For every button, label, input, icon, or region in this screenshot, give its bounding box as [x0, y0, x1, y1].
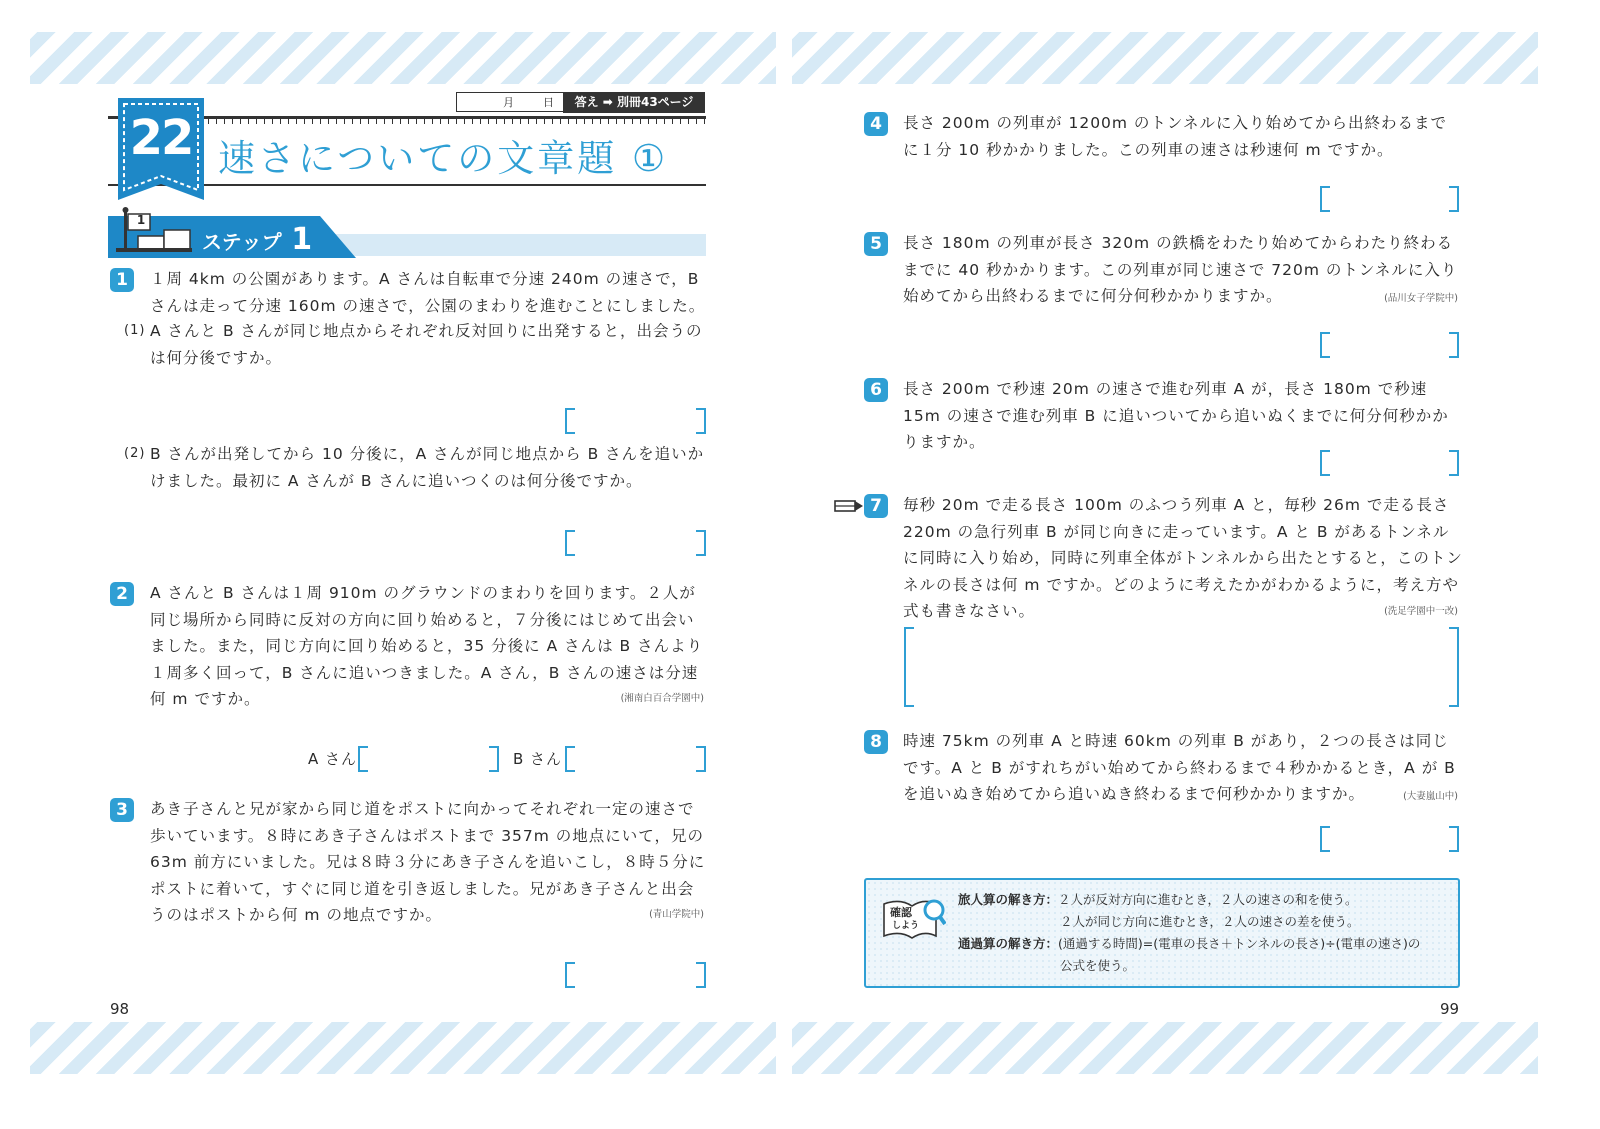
question-number-1: 1 — [110, 268, 134, 292]
answer-box-open — [904, 627, 914, 707]
tips-line-4: 公式を使う。 — [1060, 958, 1136, 973]
question-5-text: 長さ 180m の列車が長さ 320m の鉄橋をわたり始めてからわたり終わるまでに 40 秒かかります。この列車が同じ速さで 720m のトンネルに入り始めてから出終わるまでに何分何秒かかりますか。 — [903, 234, 1458, 305]
page-number-left: 98 — [110, 1000, 130, 1018]
answer-bracket-open — [1320, 186, 1330, 212]
tips-badge-top: 確認 — [890, 906, 912, 919]
top-stripe-left — [30, 32, 776, 84]
question-5-source: (品川女子学院中) — [1384, 293, 1458, 304]
question-number-3: 3 — [110, 798, 134, 822]
question-3-text: あき子さんと兄が家から同じ道をポストに向かってそれぞれ一定の速さで歩いています。８時にあき子さんはポストまで 357m の地点にいて，兄の 63m 前方にいました。兄は８時３分にあき子さんを追いこし，８時５分にポストに着いて，すぐに同じ道を引き返しました。兄があき子さんと出会うのはポストから何 m の地点ですか。 — [150, 800, 706, 924]
question-6-text: 長さ 200m で秒速 20m の速さで進む列車 A が，長さ 180m で秒速 15m の速さで進む列車 B に追いついてから追いぬくまでに何分何秒かかりますか。 — [903, 380, 1449, 451]
question-1-sub-1-label: (1) — [124, 323, 146, 338]
answer-box-close — [1449, 627, 1459, 707]
answer-bracket-close — [1449, 826, 1459, 852]
question-3-source: (青山学院中) — [649, 909, 704, 920]
answer-bracket-close — [696, 746, 706, 772]
answer-bracket-open — [1320, 450, 1330, 476]
answer-label-a: A さん — [308, 750, 358, 768]
question-1-sub-2-label: (2) — [124, 446, 146, 461]
top-stripe-right — [792, 32, 1538, 84]
answer-bracket-close — [489, 746, 499, 772]
question-7-source: (洗足学園中一改) — [1384, 606, 1458, 617]
tips-line-1-text: ２人が反対方向に進むとき，２人の速さの和を使う。 — [1058, 892, 1358, 907]
question-7-text: 毎秒 20m で走る長さ 100m のふつう列車 A と，毎秒 26m で走る長さ 220m の急行列車 B が同じ向きに走っています。A と B があるトンネルに同時に入り始め，同時に列車全体がトンネルから出たとすると，このトンネルの長さは何 m ですか。どのように考えたかがわかるように，考え方や式も書きなさい。 — [903, 496, 1463, 620]
answer-bracket-open — [1320, 826, 1330, 852]
question-number-5: 5 — [864, 232, 888, 256]
answer-reference: 答え ➡ 別冊43ページ — [563, 92, 705, 113]
month-label: 月 — [503, 96, 514, 109]
bottom-stripe-left — [30, 1022, 776, 1074]
tips-badge-bottom: しよう — [892, 921, 920, 931]
step-text: ステップ — [202, 230, 282, 254]
step-number: 1 — [291, 222, 313, 257]
answer-bracket-close — [696, 408, 706, 434]
question-number-7: 7 — [864, 494, 888, 518]
step-label — [202, 222, 312, 257]
tips-box — [864, 878, 1460, 988]
flag-number: 1 — [136, 213, 146, 227]
answer-bracket-open — [565, 962, 575, 988]
pencil-icon — [834, 498, 864, 514]
answer-bracket-open — [565, 746, 575, 772]
answer-bracket-close — [1449, 186, 1459, 212]
tips-line-2: ２人が同じ方向に進むとき，２人の速さの差を使う。 — [1060, 914, 1360, 929]
question-2-text: A さんと B さんは１周 910m のグラウンドのまわりを回ります。２人が同じ場所から同時に反対の方向に回り始めると，７分後にはじめて出会いました。また，同じ方向に回り始めると，35 分後に A さんは B さんより１周多く回って，B さんに追いつきました。A さん，B さんの速さは分速何 m ですか。 — [150, 584, 704, 708]
answer-bracket-open — [358, 746, 368, 772]
question-4-text: 長さ 200m の列車が 1200m のトンネルに入り始めてから出終わるまでに１分 10 秒かかりました。この列車の速さは秒速何 m ですか。 — [903, 114, 1447, 159]
date-box — [456, 92, 564, 112]
answer-bracket-open — [565, 530, 575, 556]
tips-line-3-text: (通過する時間)=(電車の長さ＋トンネルの長さ)÷(電車の速さ)の — [1058, 936, 1421, 951]
question-1-sub-2-text: B さんが出発してから 10 分後に，A さんが同じ地点から B さんを追いかけました。最初に A さんが B さんに追いつくのは何分後ですか。 — [150, 445, 705, 490]
lesson-number: 22 — [129, 110, 193, 166]
question-2-source: (湘南白百合学園中) — [620, 693, 704, 704]
question-number-2: 2 — [110, 582, 134, 606]
question-number-4: 4 — [864, 112, 888, 136]
answer-bracket-open — [1320, 332, 1330, 358]
page-title: 速さについての文章題 ① — [218, 137, 669, 180]
tips-line-1-label: 旅人算の解き方： — [958, 892, 1059, 907]
answer-label-b: B さん — [513, 750, 563, 768]
answer-bracket-close — [1449, 332, 1459, 358]
bottom-stripe-right — [792, 1022, 1538, 1074]
answer-bracket-open — [565, 408, 575, 434]
tips-line-3-label: 通過算の解き方： — [958, 936, 1059, 951]
header-ticks — [200, 119, 706, 124]
answer-bracket-close — [1449, 450, 1459, 476]
question-8-text: 時速 75km の列車 A と時速 60km の列車 B があり，２つの長さは同じです。A と B がすれちがい始めてから終わるまで４秒かかるとき，A が B を追いぬき始めてから追いぬき終わるまで何秒かかりますか。 — [903, 732, 1456, 803]
question-1-sub-1-text: A さんと B さんが同じ地点からそれぞれ反対回りに出発すると，出会うのは何分後ですか。 — [150, 322, 703, 367]
answer-bracket-close — [696, 530, 706, 556]
tips-line-3 — [958, 934, 1420, 952]
question-1-text: １周 4km の公園があります。A さんは自転車で分速 240m の速さで，B さんは走って分速 160m の速さで，公園のまわりを進むことにしました。 — [150, 270, 706, 315]
question-8-source: (大妻嵐山中) — [1403, 791, 1458, 802]
question-number-8: 8 — [864, 730, 888, 754]
question-number-6: 6 — [864, 378, 888, 402]
day-label: 日 — [543, 96, 554, 109]
flag-podium-icon — [114, 206, 194, 254]
tips-line-1 — [958, 890, 1358, 908]
page-number-right: 99 — [1440, 1000, 1460, 1018]
answer-bracket-close — [696, 962, 706, 988]
